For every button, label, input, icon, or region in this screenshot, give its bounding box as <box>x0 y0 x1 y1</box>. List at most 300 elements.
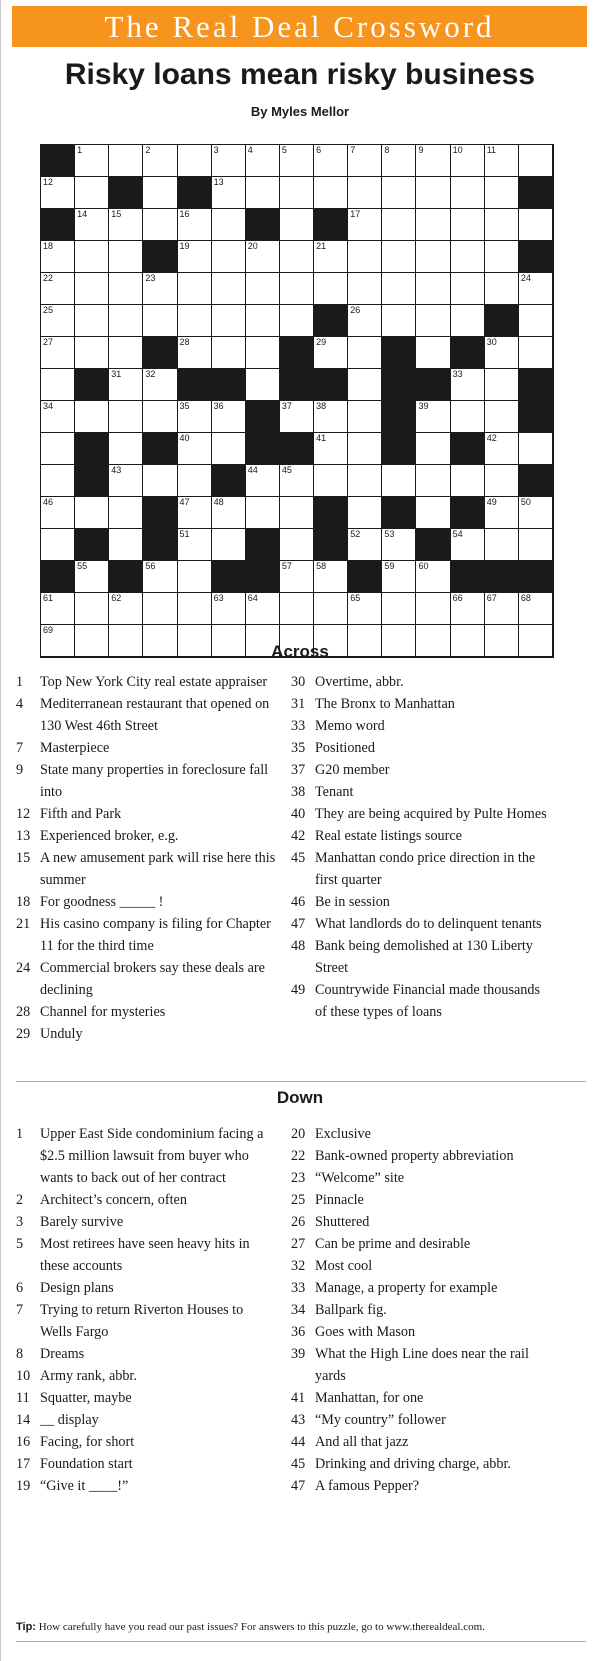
clue-number: 15 <box>111 209 122 219</box>
clue-number: 21 <box>16 916 31 932</box>
clue-text: Positioned <box>315 740 375 756</box>
grid-cell <box>382 177 416 209</box>
clue-number: 5 <box>16 1236 24 1252</box>
clue-text: Squatter, maybe <box>40 1390 132 1406</box>
grid-cell <box>416 337 450 369</box>
clue-number: 59 <box>384 561 395 571</box>
grid-cell <box>75 209 109 241</box>
grid-cell <box>348 241 382 273</box>
clue-number: 28 <box>179 337 190 347</box>
grid-cell <box>109 209 143 241</box>
grid-cell <box>41 273 75 305</box>
grid-cell <box>212 593 246 625</box>
grid-cell <box>519 209 553 241</box>
grid-cell <box>280 273 314 305</box>
clue-text: Fifth and Park <box>40 806 122 822</box>
clue-number: 2 <box>16 1192 24 1208</box>
clue-number: 40 <box>291 806 306 822</box>
clue <box>16 1233 278 1277</box>
grid-cell <box>451 145 485 177</box>
grid-cell <box>348 369 382 401</box>
clue-text: Trying to return Riverton Houses to Wells Fargo <box>40 1302 244 1340</box>
clue-number: 19 <box>179 241 190 251</box>
clue <box>16 1343 278 1365</box>
clue-number: 9 <box>418 145 424 155</box>
grid-cell <box>519 497 553 529</box>
clue-number: 38 <box>316 401 327 411</box>
clue-number: 45 <box>291 1456 306 1472</box>
black-square <box>75 433 109 465</box>
grid-cell <box>451 305 485 337</box>
clue-number: 10 <box>16 1368 31 1384</box>
black-square <box>348 561 382 593</box>
grid-cell <box>314 401 348 433</box>
clue-number: 18 <box>16 894 31 910</box>
clue-text: Ballpark fig. <box>315 1302 387 1318</box>
grid-cell <box>212 241 246 273</box>
grid-cell <box>178 529 212 561</box>
clue-number: 1 <box>16 674 24 690</box>
clue-number: 42 <box>291 828 306 844</box>
black-square <box>178 369 212 401</box>
grid-cell <box>246 273 280 305</box>
black-square <box>416 369 450 401</box>
black-square <box>109 177 143 209</box>
clue-text: Dreams <box>40 1346 85 1362</box>
grid-cell <box>519 337 553 369</box>
grid-cell <box>212 305 246 337</box>
grid-cell <box>109 273 143 305</box>
grid-cell <box>212 337 246 369</box>
clue <box>16 847 276 891</box>
grid-cell <box>246 593 280 625</box>
clue-number: 22 <box>43 273 54 283</box>
black-square <box>178 177 212 209</box>
clue-number: 12 <box>16 806 31 822</box>
grid-cell <box>382 273 416 305</box>
clue <box>291 1387 553 1409</box>
grid-cell <box>280 465 314 497</box>
black-square <box>382 337 416 369</box>
down-clues-left <box>16 1123 278 1497</box>
grid-cell <box>41 401 75 433</box>
grid-cell <box>485 337 519 369</box>
grid-cell <box>178 561 212 593</box>
clue <box>16 1211 278 1233</box>
clue-text: Manage, a property for example <box>315 1280 498 1296</box>
clue-number: 54 <box>452 529 463 539</box>
grid-cell <box>416 273 450 305</box>
grid-cell <box>382 145 416 177</box>
clue-number: 46 <box>291 894 306 910</box>
grid-cell <box>75 145 109 177</box>
clue-number: 44 <box>291 1434 306 1450</box>
grid-cell <box>143 465 177 497</box>
clue <box>291 1475 553 1497</box>
clue-number: 66 <box>452 593 463 603</box>
clue <box>16 693 276 737</box>
black-square <box>451 433 485 465</box>
clue-number: 31 <box>111 369 122 379</box>
clue <box>16 1431 278 1453</box>
clue-number: 18 <box>43 241 54 251</box>
grid-cell <box>178 337 212 369</box>
clue <box>291 825 553 847</box>
black-square <box>519 561 553 593</box>
clue-text: Channel for mysteries <box>40 1004 166 1020</box>
black-square <box>519 465 553 497</box>
grid-cell <box>314 433 348 465</box>
clue-text: A famous Pepper? <box>315 1478 420 1494</box>
grid-cell <box>41 305 75 337</box>
grid-cell <box>416 497 450 529</box>
grid-cell <box>485 209 519 241</box>
clue-number: 6 <box>16 1280 24 1296</box>
clue-number: 20 <box>291 1126 306 1142</box>
clue-number: 48 <box>291 938 306 954</box>
black-square <box>246 529 280 561</box>
grid-cell <box>109 145 143 177</box>
clue-number: 8 <box>384 145 390 155</box>
grid-cell <box>280 529 314 561</box>
grid-cell <box>416 177 450 209</box>
grid-cell <box>41 241 75 273</box>
clue-text: Experienced broker, e.g. <box>40 828 179 844</box>
black-square <box>314 209 348 241</box>
clue-text: For goodness _____ ! <box>40 894 164 910</box>
grid-cell <box>348 145 382 177</box>
across-clues-right <box>291 671 553 1023</box>
grid-cell <box>382 465 416 497</box>
grid-cell <box>416 401 450 433</box>
clue-text: G20 member <box>315 762 390 778</box>
clue-number: 49 <box>291 982 306 998</box>
clue-text: Unduly <box>40 1026 83 1042</box>
clue-number: 3 <box>16 1214 24 1230</box>
black-square <box>143 241 177 273</box>
clue-number: 14 <box>77 209 88 219</box>
grid-cell <box>178 305 212 337</box>
clue <box>291 1189 553 1211</box>
black-square <box>314 305 348 337</box>
clue-number: 16 <box>179 209 190 219</box>
grid-cell <box>382 209 416 241</box>
clue <box>16 1409 278 1431</box>
clue-text: Pinnacle <box>315 1192 364 1208</box>
clue <box>291 671 553 693</box>
grid-cell <box>246 145 280 177</box>
clue-number: 56 <box>145 561 156 571</box>
clue-number: 31 <box>291 696 306 712</box>
clue-text: Upper East Side condominium facing a $2.5 million lawsuit from buyer who wants to back out of her contract <box>40 1126 264 1186</box>
clue-text: Can be prime and desirable <box>315 1236 471 1252</box>
black-square <box>314 497 348 529</box>
grid-cell <box>485 593 519 625</box>
across-clues-left <box>16 671 276 1045</box>
clue-number: 32 <box>291 1258 306 1274</box>
clue-number: 32 <box>145 369 156 379</box>
clue-text: Manhattan condo price direction in the first quarter <box>315 850 536 888</box>
black-square <box>519 401 553 433</box>
down-heading: Down <box>276 1088 324 1107</box>
tip-label: Tip: <box>16 1621 36 1633</box>
clue-text: “Give it ____!” <box>40 1478 129 1494</box>
grid-cell <box>451 241 485 273</box>
section-divider <box>16 1081 586 1082</box>
grid-cell <box>382 529 416 561</box>
black-square <box>451 337 485 369</box>
clue-text: “My country” follower <box>315 1412 446 1428</box>
clue <box>291 715 553 737</box>
clue-text: Goes with Mason <box>315 1324 416 1340</box>
grid-cell <box>485 177 519 209</box>
black-square <box>382 497 416 529</box>
grid-cell <box>416 465 450 497</box>
black-square <box>485 561 519 593</box>
clue <box>291 1233 553 1255</box>
grid-cell <box>314 561 348 593</box>
grid-cell <box>485 369 519 401</box>
clue-number: 33 <box>452 369 463 379</box>
clue-text: What the High Line does near the rail yards <box>315 1346 529 1384</box>
grid-cell <box>178 273 212 305</box>
black-square <box>212 561 246 593</box>
clue-number: 45 <box>281 465 292 475</box>
clue-number: 47 <box>179 497 190 507</box>
clue-number: 14 <box>16 1412 31 1428</box>
clue-number: 43 <box>291 1412 306 1428</box>
black-square <box>246 209 280 241</box>
grid-cell <box>485 401 519 433</box>
clue-number: 40 <box>179 433 190 443</box>
clue <box>16 803 276 825</box>
grid-cell <box>382 241 416 273</box>
clue-number: 38 <box>291 784 306 800</box>
clue-number: 7 <box>16 1302 24 1318</box>
clue-number: 49 <box>486 497 497 507</box>
clue-number: 13 <box>16 828 31 844</box>
clue-number: 35 <box>291 740 306 756</box>
clue-text: Architect’s concern, often <box>40 1192 187 1208</box>
clue-number: 48 <box>213 497 224 507</box>
clue-number: 34 <box>43 401 54 411</box>
grid-cell <box>143 305 177 337</box>
clue-number: 27 <box>43 337 54 347</box>
black-square <box>41 145 75 177</box>
black-square <box>280 433 314 465</box>
grid-cell <box>485 273 519 305</box>
clue <box>16 1001 276 1023</box>
tip-text: How carefully have you read our past issues? For answers to this puzzle, go to www.therealdeal.com. <box>38 1621 485 1633</box>
grid-cell <box>178 433 212 465</box>
clue <box>291 1167 553 1189</box>
black-square <box>314 529 348 561</box>
clue <box>16 825 276 847</box>
grid-cell <box>280 593 314 625</box>
clue-number: 39 <box>418 401 429 411</box>
clue-number: 12 <box>43 177 54 187</box>
grid-cell <box>109 497 143 529</box>
grid-cell <box>382 561 416 593</box>
crossword-grid <box>40 144 554 658</box>
grid-cell <box>75 401 109 433</box>
clue <box>16 1023 276 1045</box>
black-square <box>382 433 416 465</box>
grid-cell <box>41 369 75 401</box>
clue-text: A new amusement park will rise here this summer <box>40 850 276 888</box>
clue-number: 62 <box>111 593 122 603</box>
clue <box>16 1123 278 1189</box>
black-square <box>519 177 553 209</box>
clue-text: Manhattan, for one <box>315 1390 424 1406</box>
black-square <box>75 465 109 497</box>
grid-cell <box>246 497 280 529</box>
clue-number: 29 <box>16 1026 31 1042</box>
clue <box>291 1431 553 1453</box>
clue-number: 52 <box>350 529 361 539</box>
clue-text: Masterpiece <box>40 740 110 756</box>
grid-cell <box>246 465 280 497</box>
black-square <box>280 369 314 401</box>
black-square <box>485 305 519 337</box>
clue-number: 4 <box>247 145 253 155</box>
grid-cell <box>212 177 246 209</box>
clue-number: 50 <box>520 497 531 507</box>
clue-text: Army rank, abbr. <box>40 1368 137 1384</box>
grid-cell <box>280 305 314 337</box>
grid-cell <box>382 305 416 337</box>
clue-number: 16 <box>16 1434 31 1450</box>
clue-number: 2 <box>145 145 151 155</box>
black-square <box>280 337 314 369</box>
grid-cell <box>348 401 382 433</box>
clue-number: 11 <box>486 145 497 155</box>
grid-cell <box>314 177 348 209</box>
grid-cell <box>178 465 212 497</box>
grid-cell <box>451 593 485 625</box>
clue-text: They are being acquired by Pulte Homes <box>315 806 547 822</box>
grid-cell <box>416 145 450 177</box>
clue <box>16 913 276 957</box>
clue-number: 8 <box>16 1346 24 1362</box>
black-square <box>382 369 416 401</box>
clue-number: 26 <box>350 305 361 315</box>
clue-text: Design plans <box>40 1280 114 1296</box>
grid-cell <box>280 241 314 273</box>
grid-cell <box>280 145 314 177</box>
clue-text: Top New York City real estate appraiser <box>40 674 268 690</box>
clue-number: 37 <box>291 762 306 778</box>
grid-cell <box>348 305 382 337</box>
clue-text: Tenant <box>315 784 354 800</box>
clue <box>291 781 553 803</box>
black-square <box>382 401 416 433</box>
grid-cell <box>212 209 246 241</box>
grid-cell <box>143 177 177 209</box>
grid-cell <box>212 273 246 305</box>
clue-number: 46 <box>43 497 54 507</box>
grid-cell <box>451 273 485 305</box>
grid-cell <box>280 497 314 529</box>
clue-number: 21 <box>316 241 327 251</box>
clue-text: “Welcome” site <box>315 1170 405 1186</box>
clue <box>291 1277 553 1299</box>
grid-cell <box>416 593 450 625</box>
grid-cell <box>212 145 246 177</box>
grid-cell <box>485 145 519 177</box>
grid-cell <box>348 465 382 497</box>
black-square <box>75 529 109 561</box>
clue-text: State many properties in foreclosure fall into <box>40 762 269 800</box>
clue-number: 23 <box>145 273 156 283</box>
clue-number: 63 <box>213 593 224 603</box>
clue-number: 60 <box>418 561 429 571</box>
clue-number: 7 <box>16 740 24 756</box>
black-square <box>246 401 280 433</box>
clue-number: 55 <box>77 561 88 571</box>
clue-text: Shuttered <box>315 1214 370 1230</box>
clue-number: 5 <box>281 145 287 155</box>
clue-number: 23 <box>291 1170 306 1186</box>
grid-cell <box>143 145 177 177</box>
clue-number: 33 <box>291 1280 306 1296</box>
clue <box>291 1343 553 1387</box>
grid-cell <box>348 273 382 305</box>
clue-number: 25 <box>43 305 54 315</box>
grid-cell <box>143 593 177 625</box>
grid-cell <box>41 529 75 561</box>
grid-cell <box>178 401 212 433</box>
grid-cell <box>451 401 485 433</box>
clue <box>291 1211 553 1233</box>
grid-cell <box>178 593 212 625</box>
clue-text: Facing, for short <box>40 1434 135 1450</box>
black-square <box>41 561 75 593</box>
grid-cell <box>143 561 177 593</box>
grid-cell <box>485 433 519 465</box>
clue-text: Bank-owned property abbreviation <box>315 1148 514 1164</box>
grid-cell <box>519 273 553 305</box>
grid-cell <box>143 401 177 433</box>
clue-text: Most retirees have seen heavy hits in these accounts <box>40 1236 250 1274</box>
clue-number: 22 <box>291 1148 306 1164</box>
grid-cell <box>280 401 314 433</box>
clue-number: 34 <box>291 1302 306 1318</box>
masthead-banner: The Real Deal Crossword <box>12 6 587 47</box>
clue-text: __ display <box>40 1412 99 1428</box>
clue-number: 1 <box>77 145 83 155</box>
black-square <box>143 337 177 369</box>
grid-cell <box>109 305 143 337</box>
clue-number: 57 <box>281 561 292 571</box>
grid-cell <box>75 241 109 273</box>
grid-cell <box>212 433 246 465</box>
grid-cell <box>109 433 143 465</box>
clue-number: 37 <box>281 401 292 411</box>
grid-cell <box>75 337 109 369</box>
grid-cell <box>75 305 109 337</box>
grid-cell <box>109 369 143 401</box>
clue-number: 25 <box>291 1192 306 1208</box>
grid-cell <box>75 273 109 305</box>
grid-cell <box>246 241 280 273</box>
grid-cell <box>246 369 280 401</box>
grid-cell <box>348 497 382 529</box>
clue-number: 69 <box>43 625 54 635</box>
grid-cell <box>246 337 280 369</box>
grid-cell <box>314 273 348 305</box>
clue <box>291 1409 553 1431</box>
